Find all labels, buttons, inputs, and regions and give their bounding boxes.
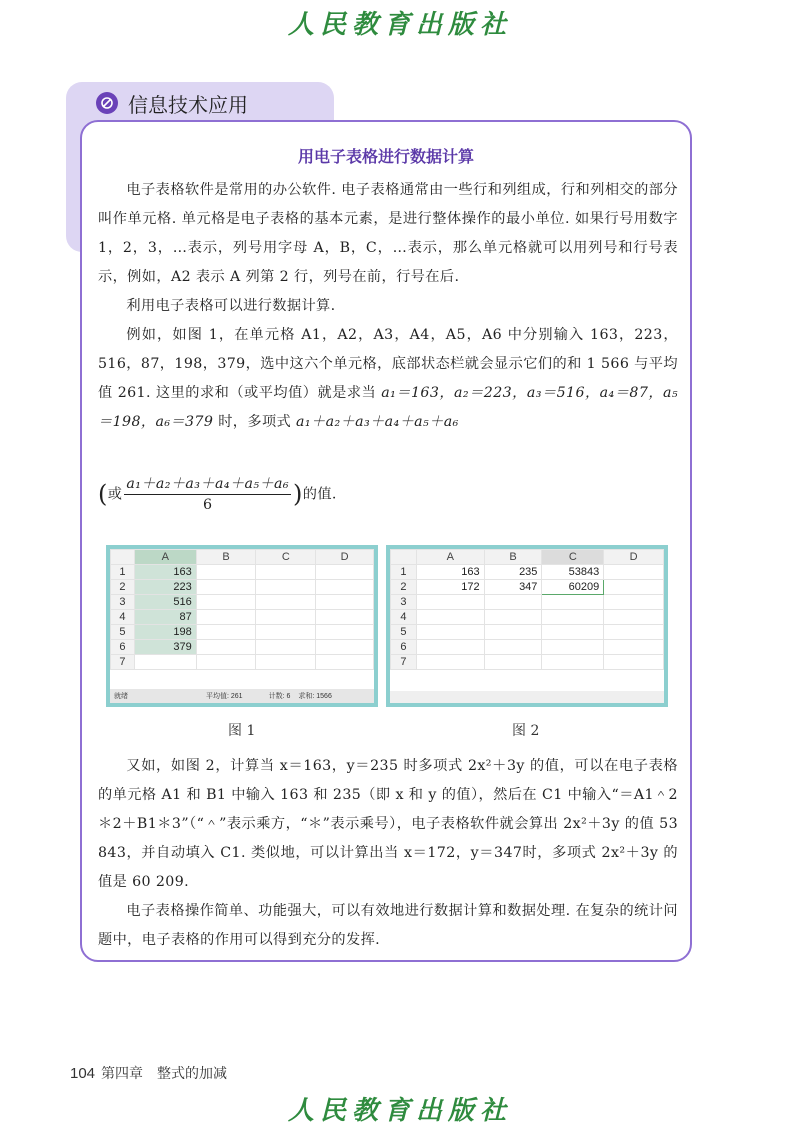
average-formula: (或 $\frac{\text{a₁＋a₂＋a₃＋a₄＋a₅＋a₆}}{6}$ )的值. — [98, 476, 337, 513]
paragraph-3 — [98, 321, 678, 437]
column-header: B — [196, 550, 256, 565]
spreadsheet-figure-1 — [106, 545, 378, 707]
intro-text — [98, 176, 678, 437]
table-row — [391, 595, 664, 610]
paragraph-1: 电子表格软件是常用的办公软件. 电子表格通常由一些行和列组成，行和列相交的部分叫作单元格. 单元格是电子表格的基本元素，是进行整体操作的最小单位. 如果行号用数字 1，2，3，…表示，列号用字母 A，B，C，…表示，那么单元格就可以用列号和行号表示，例如，A2 表示 A 列第 2 行，列号在前，行号在后. — [98, 182, 678, 285]
table-row — [111, 625, 374, 640]
example-text — [98, 752, 678, 955]
status-bar — [110, 689, 374, 703]
table-row — [111, 565, 374, 580]
fraction — [124, 474, 291, 515]
row-header: 7 — [111, 655, 135, 670]
section-header — [96, 86, 248, 120]
column-header: D — [316, 550, 374, 565]
table-row — [111, 580, 374, 595]
row-header: 3 — [391, 595, 417, 610]
row-header: 1 — [391, 565, 417, 580]
spreadsheet-figure-2 — [386, 545, 668, 707]
paragraph-3-a: 例如，如图 1，在单元格 A1，A2，A3，A4，A5，A6 中分别输入 163，223，516，87，198，379，选中这六个单元格，底部状态栏就会显示它们的和 1 566 与平均值 261. 这里的求和（或平均值）就是求当 — [98, 327, 678, 401]
cell-b1: 235 — [484, 565, 542, 580]
row-header: 4 — [391, 610, 417, 625]
figure-2-caption: 图 2 — [512, 723, 540, 739]
corner-cell — [391, 550, 417, 565]
table-row — [391, 565, 664, 580]
cell-a2: 172 — [416, 580, 484, 595]
figure-1-caption: 图 1 — [228, 723, 256, 739]
table-row — [391, 640, 664, 655]
polynomial-sum: a₁＋a₂＋a₃＋a₄＋a₅＋a₆ — [296, 414, 459, 430]
cell-a5: 198 — [134, 625, 196, 640]
column-header-row — [111, 550, 374, 565]
row-header: 5 — [111, 625, 135, 640]
column-header: C — [256, 550, 316, 565]
corner-cell — [111, 550, 135, 565]
spreadsheet-grid — [110, 549, 374, 670]
page-footer — [70, 1063, 227, 1083]
publisher-logo: 人民教育出版社 — [287, 10, 512, 40]
cell-a3: 516 — [134, 595, 196, 610]
row-header: 4 — [111, 610, 135, 625]
table-row — [391, 610, 664, 625]
row-header: 2 — [391, 580, 417, 595]
status-sum: 求和: 1566 — [298, 693, 332, 700]
table-row — [111, 595, 374, 610]
table-row — [391, 625, 664, 640]
table-row — [391, 580, 664, 595]
row-header: 6 — [391, 640, 417, 655]
publisher-logo-bottom: 人民教育出版社 — [287, 1096, 512, 1126]
status-ready: 就绪 — [114, 693, 128, 700]
formula-prefix: 或 — [107, 486, 123, 503]
spreadsheet-grid — [390, 549, 664, 670]
table-row — [111, 640, 374, 655]
row-header: 7 — [391, 655, 417, 670]
cell-c2: 60209 — [542, 580, 604, 595]
paragraph-4: 又如，如图 2，计算当 x＝163，y＝235 时多项式 2x²＋3y 的值，可以在电子表格的单元格 A1 和 B1 中输入 163 和 235（即 x 和 y 的值），然后在 C1 中输入“＝A1＾2 ＊2＋B1＊3”（“＾”表示乘方，“＊”表示乘号），电子表格软件就会算出 2x²＋3y 的值 53 843，并自动填入 C1. 类似地，可以计算出当 x＝172，y＝347时，多项式 2x²＋3y 的值是 60 209. — [98, 758, 678, 890]
info-tech-icon — [96, 92, 118, 114]
paragraph-3-b: 时，多项式 — [213, 414, 297, 430]
column-header-row — [391, 550, 664, 565]
cell-a7 — [134, 655, 196, 670]
equation-values: a₁＝163，a₂＝223，a₃＝516，a₄＝87，a₅＝198，a₆＝379 — [98, 385, 678, 430]
table-row — [111, 610, 374, 625]
page-title: 用电子表格进行数据计算 — [297, 147, 474, 166]
row-header: 6 — [111, 640, 135, 655]
cell-c1: 53843 — [542, 565, 604, 580]
row-header: 5 — [391, 625, 417, 640]
status-count: 计数: 6 — [268, 693, 291, 700]
fraction-numerator: a₁＋a₂＋a₃＋a₄＋a₅＋a₆ — [124, 474, 291, 495]
cell-a1: 163 — [416, 565, 484, 580]
fraction-denominator: 6 — [202, 497, 213, 513]
row-header: 3 — [111, 595, 135, 610]
cell-b2: 347 — [484, 580, 542, 595]
status-average: 平均值: 261 — [206, 693, 243, 700]
cell-a2: 223 — [134, 580, 196, 595]
cell-a1: 163 — [134, 565, 196, 580]
row-header: 2 — [111, 580, 135, 595]
paragraph-5: 电子表格操作简单、功能强大，可以有效地进行数据计算和数据处理. 在复杂的统计问题中，电子表格的作用可以得到充分的发挥. — [98, 903, 678, 948]
chapter-title: 第四章 整式的加减 — [101, 1066, 228, 1082]
column-header: D — [604, 550, 664, 565]
sheet-tab-strip — [390, 691, 664, 703]
column-header: A — [416, 550, 484, 565]
table-row — [111, 655, 374, 670]
formula-suffix: 的值. — [302, 486, 337, 503]
paragraph-2: 利用电子表格可以进行数据计算. — [126, 298, 336, 314]
column-header: C — [542, 550, 604, 565]
page-number: 104 — [70, 1065, 96, 1082]
table-row — [391, 655, 664, 670]
row-header: 1 — [111, 565, 135, 580]
column-header: A — [134, 550, 196, 565]
column-header: B — [484, 550, 542, 565]
section-tab-label: 信息技术应用 — [128, 92, 248, 117]
cell-a6: 379 — [134, 640, 196, 655]
cell-a4: 87 — [134, 610, 196, 625]
